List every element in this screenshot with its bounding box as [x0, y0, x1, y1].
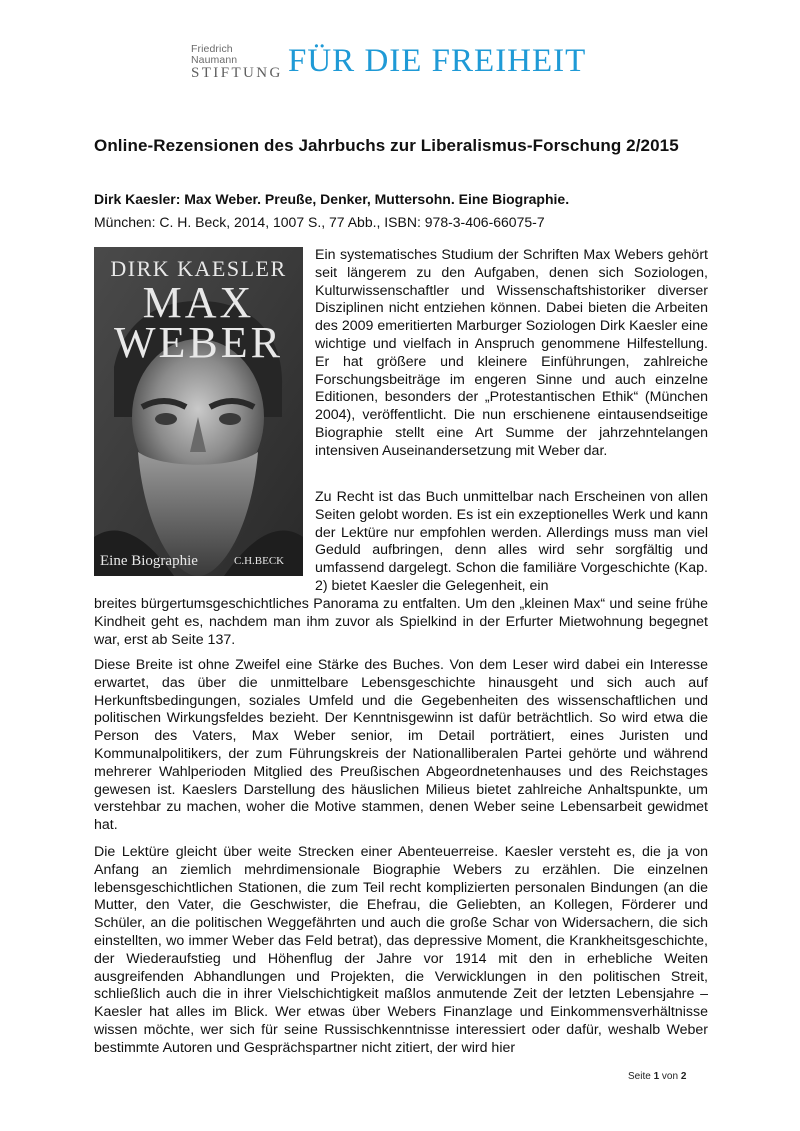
body-paragraph-4: Die Lektüre gleicht über weite Strecken einer Abenteuerreise. Kaesler versteht es, die ja von Anfang an ziemlich mehrdimensionale Biographie Webers zu erzählen. Die einzelnen lebensgeschichtlichen Stationen, die zum Teil recht komplizierten personalen Bindungen (an die Mutter, den Vater, die Geschwister, die Ehefrau, die Geliebten, an Kollegen, Förderer und Schüler, an die politischen Weggefährten und auch die große Schar von Widersachern, die sich einstellten, wo immer Weber das Feld betrat), das depressive Moment, die Krankheitsgeschichte, der Wiederaufstieg und Höhenflug der Jahre vor 1914 mit den in erhebliche Weiten ausgreifenden Abhandlungen und Projekten, die Verwicklungen in den politischen Streit, schließlich auch die in ihrer Vielschichtigkeit maßlos anmutende Zeit der letzten Lebensjahre – Kaesler hat alles im Blick. Wer etwas über Webers Finanzlage und Einkommensverhältnisse wissen möchte, wer sich für seine Russischkenntnisse interessiert oder dafür, weshalb Weber bestimmte Autoren und Gesprächspartner nicht zitiert, der wird hier [94, 844, 708, 1056]
logo-main-text: FÜR DIE FREIHEIT [288, 43, 587, 79]
book-cover-image [94, 247, 303, 576]
body-paragraph-2: Zu Recht ist das Buch unmittelbar nach Erscheinen von allen Seiten gelobt worden. Es ist ein exzeptionelles Werk und kann der Lektüre nur empfohlen werden. Allerdings muss man viel Geduld aufbringen, denn alles wird sehr sorgfältig und umfassend dargelegt. Schon die familiäre Vorgeschichte (Kap. 2) bietet Kaesler die Gelegenheit, ein [315, 489, 708, 594]
body-paragraph-2-continued: breites bürgertumsgeschichtliches Panorama zu entfalten. Um den „kleinen Max“ und seine frühe Kindheit geht es, nachdem man ihm zuvor als Spielkind in der Erfurter Mietwohnung begegnet war, erst ab Seite 137. [94, 596, 708, 648]
book-meta: München: C. H. Beck, 2014, 1007 S., 77 Abb., ISBN: 978-3-406-66075-7 [94, 214, 545, 230]
cover-author: DIRK KAESLER [110, 256, 287, 281]
cover-subtitle: Eine Biographie [100, 553, 198, 569]
cover-title-line2: WEBER [114, 318, 283, 367]
cover-title-line1: MAX [142, 278, 255, 327]
page-footer [628, 1071, 686, 1082]
logo-line2: STIFTUNG [191, 65, 283, 81]
footer-page-number: 1 [653, 1071, 660, 1082]
page-title: Online-Rezensionen des Jahrbuchs zur Liberalismus-Forschung 2/2015 [94, 136, 679, 155]
logo-foundation-name [191, 44, 281, 81]
body-paragraph-1: Ein systematisches Studium der Schriften Max Webers gehört seit längerem zu den Aufgaben, denen sich Soziologen, Kulturwissenschaftler und Wissenschaftshistoriker diverser Disziplinen nicht entziehen können. Dabei bieten die Arbeiten des 2009 emeritierten Marburger Soziologen Dirk Kaesler eine wichtige und vielfach in Anspruch genommene Hilfestellung. Er hat größere und kleinere Einführungen, zahlreiche Forschungsbeiträge im engeren Sinne und auch einzelne Editionen, besonders der „Protestantischen Ethik“ (München 2004), veröffentlicht. Die nun erschienene eintausendseitige Biographie stellt eine Art Summe der jahrzehntelangen intensiven Auseinandersetzung mit Weber dar. [315, 247, 708, 459]
footer-of-label: von [661, 1071, 679, 1082]
logo-line1: Friedrich Naumann [191, 43, 238, 66]
body-paragraph-3: Diese Breite ist ohne Zweifel eine Stärke des Buches. Von dem Leser wird dabei ein Interesse erwartet, das über die unmittelbare Lebensgeschichte hinausgeht und sich auch auf Herkunftsbedingungen, soziales Umfeld und die Gegebenheiten des wissenschaftlichen und politischen Wirkungsfeldes bezieht. Der Kenntnisgewinn ist dafür beträchtlich. So wird etwa die Person des Vaters, Max Weber senior, im Detail porträtiert, eines Juristen und Kommunalpolitikers, der zum Führungskreis der Nationalliberalen Partei gehörte und während mehrerer Wahlperioden Mitglied des Preußischen Abgeordnetenhauses und des Reichstages gewesen ist. Kaeslers Darstellung des häuslichen Milieus bietet zahlreiche Anhaltspunkte, um verstehbar zu machen, woher die Motive stammen, denen Weber seine Lebensarbeit gewidmet hat. [94, 657, 708, 834]
cover-publisher: C.H.BECK [234, 555, 285, 567]
book-title: Dirk Kaesler: Max Weber. Preuße, Denker, Muttersohn. Eine Biographie. [94, 191, 570, 207]
footer-page-label: Seite [628, 1071, 651, 1082]
footer-page-total: 2 [680, 1071, 687, 1082]
